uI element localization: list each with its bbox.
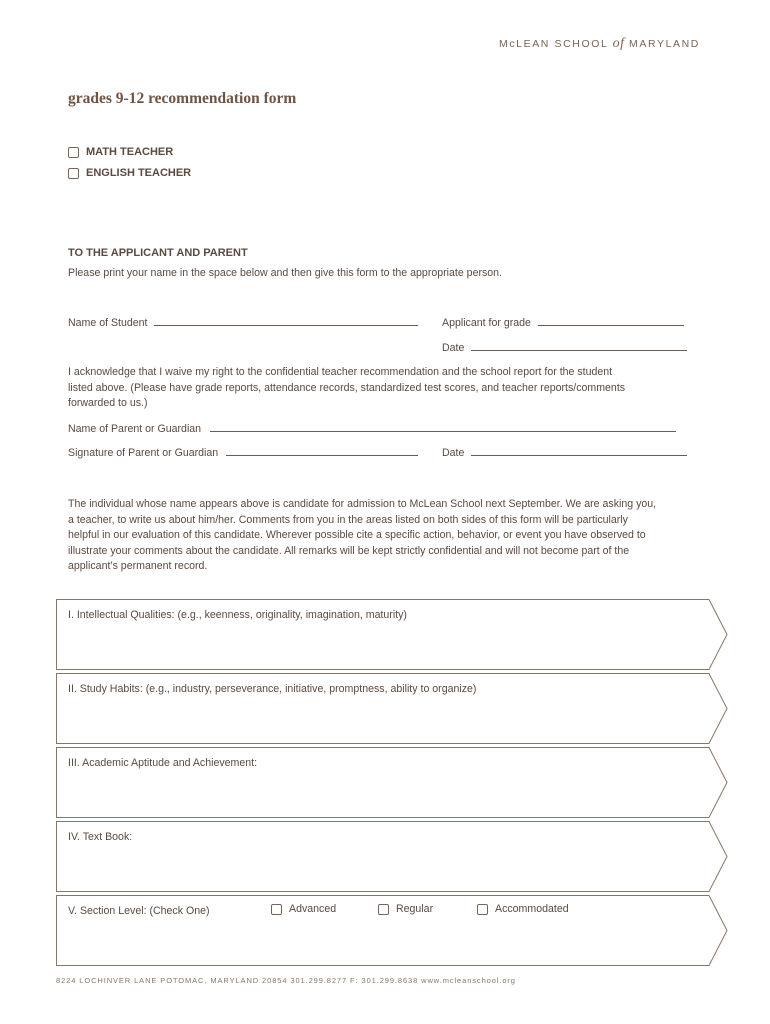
date2-row bbox=[442, 446, 687, 462]
form-title: grades 9-12 recommendation form bbox=[68, 90, 297, 107]
parent-signature-field[interactable] bbox=[226, 446, 418, 456]
advanced-label: Advanced bbox=[289, 903, 337, 915]
intro-line: helpful in our evaluation of this candidate. Wherever possible cite a specific action, behavior, or event you have observed to bbox=[68, 529, 646, 541]
applicant-section-heading: TO THE APPLICANT AND PARENT bbox=[68, 247, 248, 259]
math-teacher-checkbox[interactable] bbox=[68, 147, 79, 158]
section-level-box bbox=[56, 895, 728, 967]
student-name-field[interactable] bbox=[154, 316, 418, 326]
english-teacher-checkbox[interactable] bbox=[68, 168, 79, 179]
academic-aptitude-label: III. Academic Aptitude and Achievement: bbox=[68, 757, 258, 769]
parent-signature-label: Signature of Parent or Guardian bbox=[68, 447, 219, 459]
waiver-text bbox=[68, 365, 708, 412]
waiver-line: forwarded to us.) bbox=[68, 397, 148, 409]
accommodated-label: Accommodated bbox=[495, 903, 569, 915]
english-teacher-label: ENGLISH TEACHER bbox=[86, 167, 192, 179]
study-habits-box[interactable] bbox=[56, 673, 728, 745]
grade-field[interactable] bbox=[538, 316, 684, 326]
regular-label: Regular bbox=[396, 903, 434, 915]
school-name bbox=[499, 36, 700, 52]
student-name-row bbox=[68, 316, 418, 332]
date2-field[interactable] bbox=[471, 446, 687, 456]
school-name-pre: McLEAN SCHOOL bbox=[498, 38, 609, 50]
teacher-intro bbox=[68, 497, 708, 575]
regular-option[interactable] bbox=[378, 903, 433, 915]
grade-label: Applicant for grade bbox=[442, 317, 531, 329]
math-teacher-label: MATH TEACHER bbox=[86, 146, 174, 158]
intellectual-qualities-label: I. Intellectual Qualities: (e.g., keenness, originality, imagination, maturity) bbox=[68, 609, 407, 621]
student-name-label: Name of Student bbox=[68, 317, 148, 329]
intellectual-qualities-box[interactable] bbox=[56, 599, 728, 671]
text-book-label: IV. Text Book: bbox=[68, 831, 133, 843]
intro-line: illustrate your comments about the candidate. All remarks will be kept strictly confidential and will not become part of the bbox=[68, 544, 630, 557]
school-name-post: MARYLAND bbox=[629, 38, 700, 50]
english-teacher-option[interactable] bbox=[68, 167, 191, 179]
parent-signature-row bbox=[68, 446, 418, 462]
date2-label: Date bbox=[442, 447, 465, 459]
advanced-option[interactable] bbox=[271, 903, 336, 915]
applicant-instruction: Please print your name in the space below and then give this form to the appropriate person. bbox=[68, 267, 503, 279]
academic-aptitude-box[interactable] bbox=[56, 747, 728, 819]
intro-line: applicant’s permanent record. bbox=[68, 560, 208, 572]
waiver-line: listed above. (Please have grade reports, attendance records, standardized test scores, and teacher reports/comments bbox=[68, 381, 626, 394]
date-field[interactable] bbox=[471, 341, 687, 351]
parent-name-label: Name of Parent or Guardian bbox=[68, 423, 202, 435]
regular-checkbox[interactable] bbox=[378, 904, 389, 915]
intro-line: The individual whose name appears above is candidate for admission to McLean School next September. We are asking you, bbox=[68, 498, 657, 510]
parent-name-row bbox=[68, 422, 676, 438]
date-label: Date bbox=[442, 342, 465, 354]
advanced-checkbox[interactable] bbox=[271, 904, 282, 915]
intro-line: a teacher, to write us about him/her. Comments from you in the areas listed on both sides of this form will be particularly bbox=[68, 513, 628, 526]
date-row bbox=[442, 341, 687, 357]
accommodated-checkbox[interactable] bbox=[477, 904, 488, 915]
waiver-line: I acknowledge that I waive my right to the confidential teacher recommendation and the school report for the student bbox=[68, 366, 613, 378]
grade-row bbox=[442, 316, 684, 332]
study-habits-label: II. Study Habits: (e.g., industry, perseverance, initiative, promptness, ability to organize) bbox=[68, 683, 477, 695]
accommodated-option[interactable] bbox=[477, 903, 569, 915]
text-book-box[interactable] bbox=[56, 821, 728, 893]
parent-name-field[interactable] bbox=[210, 422, 676, 432]
footer-address: 8224 LOCHINVER LANE POTOMAC, MARYLAND 20854 301.299.8277 F: 301.299.8638 www.mcleanschool.org bbox=[56, 976, 516, 985]
math-teacher-option[interactable] bbox=[68, 146, 173, 158]
section-level-label: V. Section Level: (Check One) bbox=[68, 905, 210, 917]
school-name-of: of bbox=[612, 36, 625, 51]
arrow-box-outline bbox=[56, 821, 728, 893]
